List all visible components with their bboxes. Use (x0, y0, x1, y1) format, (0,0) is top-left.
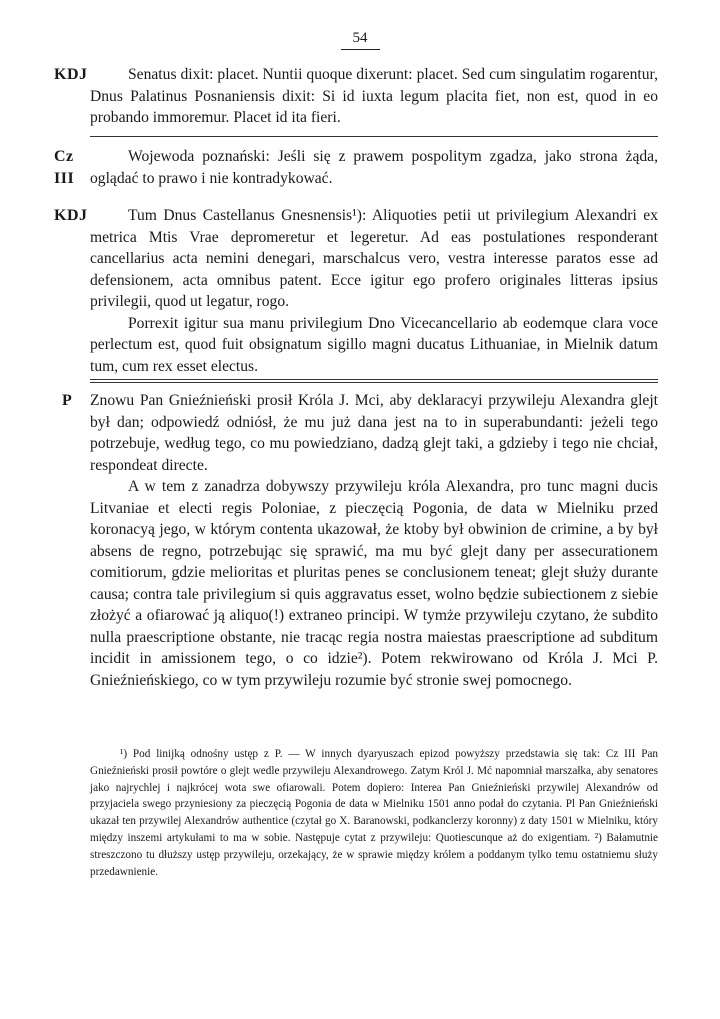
page-number: 54 (0, 30, 720, 50)
paragraph: Porrexit igitur sua manu privilegium Dno Vicecancellario ab eodemque clara voce perlectum est, quod fuit obsignatum sigillo magni ducatus Lithuaniae, in Mielnik datum tum, cum rex esset electus. (90, 314, 658, 375)
siglum-kdj-1: KDJ (54, 66, 88, 83)
paragraph: Tum Dnus Castellanus Gnesnensis¹): Aliquoties petii ut privilegium Alexandri ex metrica Mtis Vrae depromeretur et legeretur. Ad eas postulationes responderant cancellarius acta nemini denegari, marschalcus vero, vestra interesse paratos esse ad defensionem, acta omnibus patent. Ecce igitur ego profero originales litteras ipsius privilegii, quod ut legatur, rogo. (90, 207, 658, 310)
siglum-kdj-2: KDJ (54, 207, 88, 224)
footnote-text: ¹) Pod linijką odnośny ustęp z P. — W innych dyaryuszach epizod powyższy przedstawia się tak: Cz III Pan Gnieźnieński prosił powtóre o glejt wedle przywileju Alexandrowego. Zatym Król J. Mć napomniał marszałka, aby senatores jako najrychlej i najkrócej wota swe ofiarowali. Potem dopiero: Interea Pan Gnieźnieński przywilej Alexandrów od przyjaciela swego przyniesiony za pieczęcią Pogonia de data w Mielniku 1501 anno podał do czytania. Pl Pan Gnieźnieński ukazał ten przywilej Alexandrów authentice (czytał go X. Baranowski, podkanclerzy koronny) z daty 1501 w Mielniku, który między inszemi artykułami to ma w sobie. Następuje cytat z przywileju: Quotiescunque aż do exigentiam. ²) Bałamutnie streszczono tu dłuższy ustęp przywileju, orzekający, że w sprawie między królem a poddanym tylko temu ostatniemu służy przedawnienie. (90, 748, 658, 878)
paragraph: Senatus dixit: placet. Nuntii quoque dixerunt: placet. Sed cum singulatim rogarentur, Dnus Palatinus Posnaniensis dixit: Si id iuxta legum placita fiet, non est, quod in eo probando immoremur. Placet id ita fieri. (90, 66, 658, 126)
passage-kdj-castellanus (90, 205, 658, 377)
divider-rule (90, 136, 658, 137)
passage-kdj-senatus (90, 64, 658, 129)
footnotes (90, 746, 658, 880)
paragraph: Znowu Pan Gnieźnieński prosił Króla J. Mci, aby deklaracyi przywileju Alexandra glejt był dan; odpowiedź odniósł, że mu już dana jest na to in superabundanti: jeżeli tego potrzebuje, według tego, co mu powiedziano, dadzą glejt taki, a gdzieby i tego nie chciał, respondeat directe. (90, 392, 658, 474)
paragraph: Wojewoda poznański: Jeśli się z prawem pospolitym zgadza, jako strona żąda, oglądać to prawo i nie kontradykować. (90, 148, 658, 187)
passage-cz-wojewoda (90, 146, 658, 189)
divider-double-rule (90, 379, 658, 383)
paragraph: A w tem z zanadrza dobywszy przywileju króla Alexandra, pro tunc magni ducis Litvaniae et electi regis Poloniae, z pieczęcią Pogonia, de data w Mielniku przed koronacyą jego, w którym contenta ukazował, że ktoby był obwinion de crimine, a by był absens de regno, potrzebując się sprawić, ma mu być glejt dany per assecurationem comitiorum, gdzie melioritas et pluritas penes se conclusionem teneat; glejt służy durante causa; contra tale privilegium si quis aggravatus esset, wolno będzie subiectionem z siebie złożyć a ofiarować ją aliquo(!) extraneo principi. W tymże przywileju czytano, że subdito nulla praescriptione obstante, nie tracąc regia nostra maiestas praescriptione ad subditum incidit in amissionem tego, o co idzie²). Potem rekwirowano od Króla J. Mci P. Gnieźnieńskiego, co w tym przywileju rozumie być stronie swej pomocnego. (90, 478, 658, 689)
passage-p-gnieznienski (90, 390, 658, 691)
siglum-cz-iii: Cz III (54, 148, 75, 187)
siglum-p: P (62, 392, 73, 409)
